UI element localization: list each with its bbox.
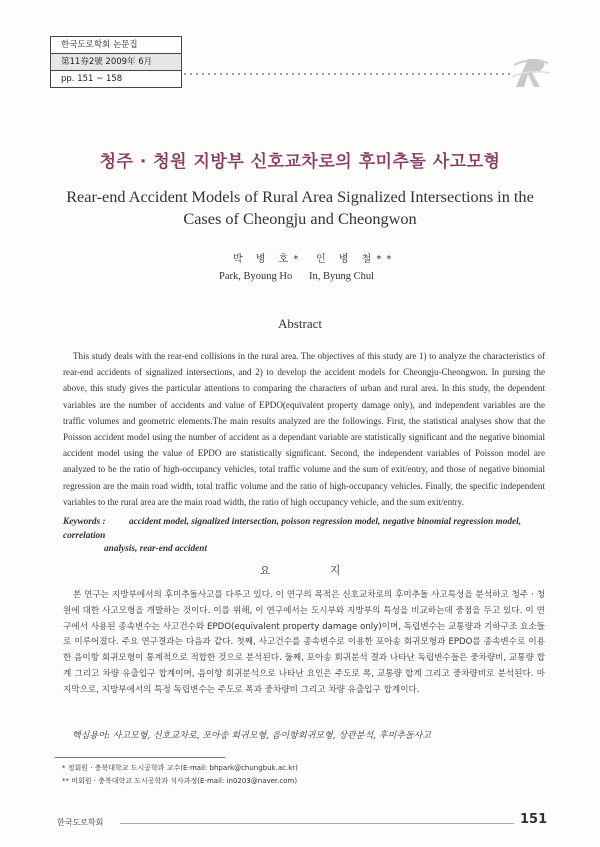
- journal-pages: pp. 151 ~ 158: [61, 74, 123, 84]
- footer-society: 한국도로학회: [57, 818, 104, 827]
- keywords-block: [63, 516, 543, 557]
- keywords-line-1: accident model, signalized intersection, poisson regression model, negative binomial regression model, correlation: [63, 517, 522, 541]
- author-1-english: Park, Byoung Ho: [219, 271, 293, 282]
- paper-title-korean: 청주 · 청원 지방부 신호교차로의 후미추돌 사고모형: [99, 152, 501, 172]
- footnote-1: * 정회원 · 충북대학교 도시공학과 교수(E-mail: bhpark@chungbuk.ac.kr): [62, 764, 298, 772]
- author-2-korean: 인 병 철**: [316, 254, 397, 265]
- korean-keywords: 핵심용어: 사고모형, 신호교차로, 포아송 회귀모형, 음이항회귀모형, 상관분석, 후미추돌사고: [72, 731, 432, 741]
- abstract-text: This study deals with the rear-end collisions in the rural area. The objectives of this study are 1) to analyze the characteristics of rear-end accidents of signalized intersections, and 2) to develop the accident models for Cheongju-Cheongwon. In pursing the above, this study gives the particular attentions to comparing the characters of urban and rural area. In this study, the dependent variables are the number of accidents and value of EPDO(equivalent property damage only), and independent variables are the traffic volumes and geometric elements.The main results analyzed are the followings. First, the statistical analyses show that the Poisson accident model using the number of accident as a dependant variable are statistically significant and the negative binomial accident model using the value of EPDO are statistically significant. Second, the independent variables of Poisson model are analyzed to be the ratio of high-occupancy vehicles, total traffic volume and the sum of exit/entry, and those of negative binomial regression are the main road width, total traffic volume and the ratio of high-occupancy vehicles. Finally, the specific independent variables to the rural area are the main road width, the ratio of high occupancy vehicle, and the sum exit/entry.: [63, 351, 545, 507]
- paper-title-english: Rear-end Accident Models of Rural Area Signalized Intersections in the Cases of Cheongju and Cheongwon: [66, 187, 534, 228]
- korean-abstract-heading: 요 지: [259, 564, 369, 577]
- keywords-line-2: analysis, rear-end accident: [104, 544, 208, 554]
- keywords-label: Keywords :: [63, 517, 106, 527]
- author-2-english: In, Byung Chul: [309, 271, 375, 282]
- journal-logo-icon: [508, 55, 552, 91]
- journal-name: 한국도로학회 논문집: [51, 37, 181, 54]
- journal-info-box: [50, 36, 182, 88]
- dotted-rule: [182, 72, 512, 76]
- journal-issue: 第11券2號 2009年 6月: [51, 54, 181, 71]
- footnote-2: ** 비회원 · 충북대학교 도시공학과 석사과정(E-mail: in0203@naver.com): [62, 777, 298, 785]
- footer-divider: [120, 823, 514, 824]
- korean-abstract-text: 본 연구는 지방부에서의 후미추돌사고를 다루고 있다. 이 연구의 목적은 신호교차로의 후미추돌 사고특성을 분석하고 청주 · 청원에 대한 사고모형을 개발하는 것이다. 이를 위해, 이 연구에서는 도시부와 지방부의 특성을 비교하는데 중점을 두고 있다. 이 연구에서 사용된 종속변수는 사고건수와 EPDO(equivalent property damage only)이며, 독립변수는 교통량과 기하구조 요소들로 이루어졌다. 주요 연구결과는 다음과 같다. 첫째, 사고건수를 종속변수로 이용한 포아송 회귀모형과 EPDO를 종속변수로 이용한 음이항 회귀모형이 통계적으로 적합한 것으로 분석된다. 둘째, 포아송 회귀분석 결과 나타난 독립변수들은 중차량비, 교통량 합계 그리고 차량 유출입구 합계이며, 음이항 회귀분석으로 나타난 요인은 주도로 폭, 교통량 합계 그리고 중차량비로 분석된다. 마지막으로, 지방부에서의 특정 독립변수는 주도로 폭과 중차량비 그리고 차량 유출입구 합계이다.: [63, 590, 545, 695]
- abstract-heading: Abstract: [277, 316, 323, 331]
- page-number: 151: [520, 812, 548, 827]
- footnote-divider: [55, 757, 225, 758]
- author-1-korean: 박 병 호*: [233, 254, 304, 265]
